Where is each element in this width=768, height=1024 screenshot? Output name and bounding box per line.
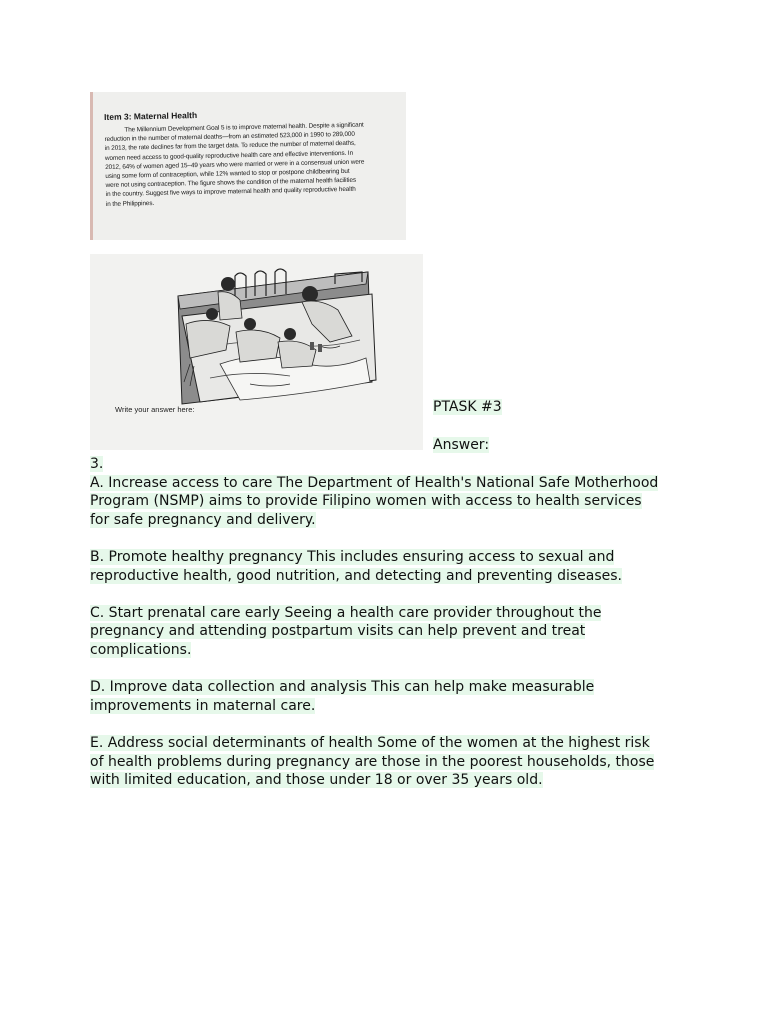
answer-item-a [90,474,690,530]
answer-line-text: Program (NSMP) aims to provide Filipino women with access to health services [90,493,642,510]
answer-line [90,604,690,623]
answer-line [90,474,690,493]
answer-line-text: D. Improve data collection and analysis This can help make measurable [90,679,595,696]
item-line: reduction in the number of maternal deaths—from an estimated 523,000 in 1990 to 289,000 [104,130,355,144]
answer-line-text: pregnancy and attending postpartum visits can help prevent and treat [90,623,586,640]
answer-line-text: for safe pregnancy and delivery. [90,511,316,528]
ptask-heading [433,398,502,417]
item-line: 2012, 64% of women aged 15–49 years who were married or were in a consensual union were [105,158,365,171]
answer-line-text: of health problems during pregnancy are those in the poorest households, those [90,753,655,770]
item-line: women need access to good-quality reproductive health care and effective interventions. In [104,149,354,162]
answer-line [90,771,690,790]
answer-line [90,511,690,530]
scanned-question-image [90,92,406,240]
item-line: in 2013, the rate declines far from the target data. To reduce the number of maternal deaths, [104,140,356,153]
answer-line-text: improvements in maternal care. [90,697,316,714]
write-answer-label: Write your answer here: [115,405,195,414]
answer-number-text: 3. [90,456,104,472]
item-line: in the country. Suggest five ways to improve maternal health and quality reproductive health [105,186,356,199]
answer-line-text: A. Increase access to care The Department of Health's National Safe Motherhood [90,474,659,491]
answer-line [90,641,690,660]
answer-number-block [90,455,690,474]
answer-line [90,734,690,753]
scanned-figure-image [90,254,423,450]
answer-line-text: reproductive health, good nutrition, and detecting and preventing diseases. [90,567,623,584]
answer-item-d [90,678,690,715]
answer-line-text: C. Start prenatal care early Seeing a health care provider throughout the [90,604,602,621]
item-title: Item 3: Maternal Health [104,110,198,122]
scanned-question-text [104,106,406,209]
answer-item-b [90,548,690,585]
item-line: in the Philippines. [105,199,155,208]
answer-line-text: B. Promote healthy pregnancy This includes ensuring access to sexual and [90,548,615,565]
answer-number [90,455,690,474]
answer-line [90,567,690,586]
answer-label-text: Answer: [433,437,490,453]
item-paragraph [104,120,406,209]
item-line: using some form of contraception, while 12% wanted to stop or postpone childbearing but [105,167,350,181]
answer-line [90,697,690,716]
answer-line-text: E. Address social determinants of health Some of the women at the highest risk [90,734,650,751]
answer-line [90,753,690,772]
hospital-ward-illustration [90,254,423,450]
answer-line [90,548,690,567]
answer-item-e [90,734,690,790]
answer-line-text: complications. [90,641,192,658]
answer-line [90,492,690,511]
answer-body [90,455,690,808]
scan-edge [90,92,93,240]
answer-item-c [90,604,690,660]
answer-line-text: with limited education, and those under 18 or over 35 years old. [90,772,543,789]
answer-line [90,622,690,641]
ptask-text: PTASK #3 [433,399,502,415]
answer-line [90,678,690,697]
item-line: were not using contraception. The figure shows the condition of the maternal health facilities [105,176,357,190]
item-line: The Millennium Development Goal 5 is to improve maternal health. Despite a significant [124,121,364,134]
answer-label [433,436,489,455]
